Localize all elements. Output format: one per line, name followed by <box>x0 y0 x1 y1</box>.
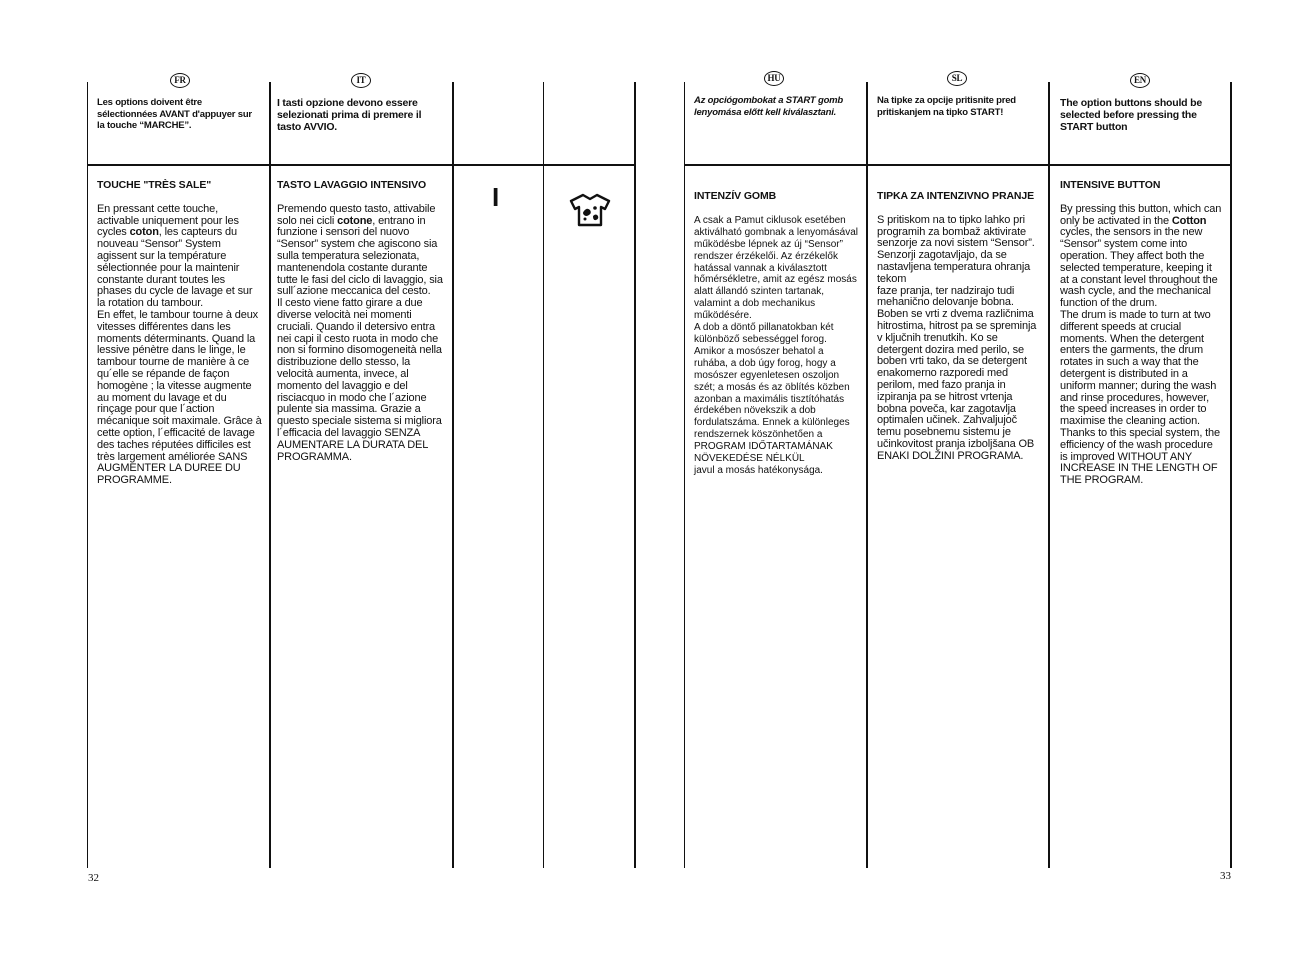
body-sl <box>877 215 1042 463</box>
right-page-left-rule <box>684 82 685 868</box>
note-en: The option buttons should be selected before pressing the START button <box>1060 97 1202 133</box>
heading-sl: TIPKA ZA INTENZIVNO PRANJE <box>877 190 1035 202</box>
body-it-part2: , entrano in funzione i sensori del nuovo “Sensor” system che agiscono sia sulla temperatura selezionata, mantenendola costante durante tutte le fasi del ciclo di lavaggio, sia sull´azione meccanica del cesto. Il cesto viene fatto girare a due diverse velocità nei momenti cruciali. Quando il detersivo entra nei capi il cesto ruota in modo che non si formino disomogeneità nella distribuzione dello stesso, la velocità aumenta, invece, al momento del lavaggio e del risciacquo in modo che l´azione pulente sia massima. Grazie a questo speciale sistema si migliora l´efficacia del lavaggio SENZA AUMENTARE LA DURATA DEL PROGRAMMA. <box>277 214 443 463</box>
column-hu <box>694 191 860 477</box>
note-fr: Les options doivent être sélectionnées AVANT d'appuyer sur la touche “MARCHE”. <box>97 97 252 131</box>
heading-fr: TOUCHE "TRÈS SALE" <box>97 179 212 191</box>
page-number-left: 32 <box>88 872 99 884</box>
heading-hu: INTENZÍV GOMB <box>694 190 777 202</box>
body-hu-part1: A csak a Pamut ciklusok esetében aktiválható gombnak a lenyomásával működésbe lépnek az új “Sensor” rendszer érzékelői. Az érzékelők hatással vannak a kiválasztott hőmérsékletre, amit az egész mosás alatt állandó szinten tartanak, valamint a dob mechanikus működésére. A dob a döntő pillanatokban két különböző sebességgel forog. Amikor a mosószer behatol a ruhába, a dob úgy forog, hogy a mosószer egyenletesen oszoljon szét; a mosás és az öblítés közben azonban a maximális tisztítóhatás érdekében növekszik a dob fordulatszáma. Ennek a különleges rendszernek köszönhetően a PROGRAM IDŐTARTAMÁNAK NÖVEKEDÉSE NÉLKÜL javul a mosás hatékonysága. <box>694 214 858 476</box>
column-rule-sl-en <box>1048 82 1050 868</box>
intensive-wash-icon <box>569 193 611 232</box>
language-badge-sl: SL <box>947 71 967 86</box>
language-badge-en: EN <box>1130 73 1150 88</box>
column-sl <box>877 191 1042 463</box>
right-header-rule <box>684 164 1232 166</box>
column-fr <box>97 180 262 487</box>
language-badge-fr: FR <box>170 73 190 88</box>
body-it-part1: Premendo questo tasto, attivabile solo nei cicli <box>277 202 436 227</box>
option-symbol: I <box>492 182 500 212</box>
body-fr-part2: , les capteurs du nouveau “Sensor” System agissent sur la température sélectionnée pour la maintenir constante durant toutes les phases du cycle de lavage et sur la rotation du tambour. En effet, le tambour tourne à deux vitesses différentes dans les moments déterminants. Quand la lessive pénètre dans le linge, le tambour tourne de manière à ce qu´elle se répande de façon homogène ; la vitesse augmente au moment du lavage et du rinçage pour que l´action mécanique soit maximale. Grâce à cette option, l´efficacité de lavage des taches réputées difficiles est très largement améliorée SANS AUGMENTER LA DUREE DU PROGRAMME. <box>97 226 262 487</box>
heading-it: TASTO LAVAGGIO INTENSIVO <box>277 179 427 191</box>
note-it: I tasti opzione devono essere selezionati prima di premere il tasto AVVIO. <box>277 97 422 133</box>
left-page-right-rule <box>634 82 636 868</box>
column-rule-fr-it <box>269 82 271 868</box>
column-en <box>1060 180 1222 487</box>
body-sl-part1: S pritiskom na to tipko lahko pri programih za bombaž aktivirate senzorje za novi sistem “Sensor”. Senzorji zagotavljajo, da se nastavljena temperatura ohranja tekom faze pranja, ter nadzirajo tudi mehanično delovanje bobna. Boben se vrti z dvema različnima hitrostima, hitrost pa se spreminja v ključnih trenutkih. Ko se detergent dozira med perilo, se boben vrti tako, da se detergent enakomerno razporedi med perilom, med fazo pranja in izpiranja pa se hitrost vrtenja bobna poveča, kar zagotavlja optimalen učinek. Zahvaljujoč temu posebnemu sistemu je učinkovitost pranja izboljšana OB ENAKI DOLŽINI PROGRAMA. <box>877 213 1037 462</box>
left-margin-rule <box>87 82 88 868</box>
body-hu <box>694 215 860 477</box>
page-number-right: 33 <box>1220 870 1231 882</box>
body-it <box>277 204 445 464</box>
body-it-bold: cotone <box>337 214 373 227</box>
body-en-part1: By pressing this button, which can only be activated in the <box>1060 202 1222 227</box>
body-en <box>1060 204 1222 487</box>
body-en-bold: Cotton <box>1171 214 1207 227</box>
body-fr-part1: En pressant cette touche, activable uniquement pour les cycles <box>97 202 239 239</box>
heading-en: INTENSIVE BUTTON <box>1060 179 1161 191</box>
language-badge-hu: HU <box>764 71 784 86</box>
note-sl: Na tipke za opcije pritisnite pred pritiskanjem na tipko START! <box>877 95 1016 118</box>
column-rule-hu-sl <box>866 82 868 868</box>
right-page-right-rule <box>1230 82 1232 868</box>
column-rule-it-symbol <box>452 82 454 868</box>
column-it <box>277 180 445 463</box>
left-header-rule <box>87 164 636 166</box>
note-hu: Az opciógombokat a START gomb lenyomása előtt kell kiválasztani. <box>694 95 844 118</box>
body-fr <box>97 204 262 487</box>
body-en-part2: cycles, the sensors in the new “Sensor” system come into operation. They affect both the selected temperature, keeping it at a constant level throughout the wash cycle, and the mechanical function of the drum. The drum is made to turn at two different speeds at crucial moments. When the detergent enters the garments, the drum rotates in such a way that the detergent is distributed in a uniform manner; during the wash and rinse procedures, however, the speed increases in order to maximise the cleaning action. Thanks to this special system, the efficiency of the wash procedure is improved WITHOUT ANY INCREASE IN THE LENGTH OF THE PROGRAM. <box>1060 226 1220 487</box>
body-fr-bold: coton <box>129 226 159 239</box>
language-badge-it: IT <box>351 73 371 88</box>
column-rule-symbol-icon <box>543 82 544 868</box>
